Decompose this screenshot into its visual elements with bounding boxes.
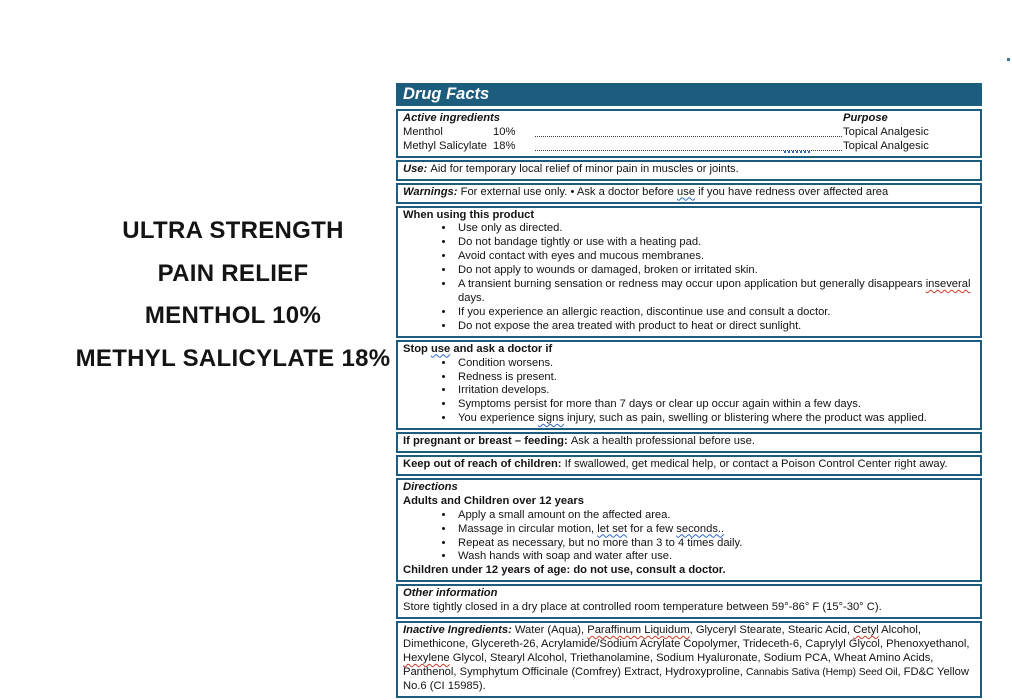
active-ingredients-header-row	[403, 112, 975, 126]
when-using-section	[396, 206, 982, 338]
when-using-bullet: • A transient burning sensation or redness may occur upon application but generally disappears inseveral days.	[455, 278, 975, 306]
ingredient-strength: 10%	[493, 125, 516, 138]
active-ingredient-row	[403, 126, 975, 140]
directions-bullet: • Wash hands with soap and water after use.	[455, 550, 975, 564]
keep-out-of-reach-section: Keep out of reach of children: If swallowed, get medical help, or contact a Poison Control Center right away.	[396, 455, 982, 476]
stop-use-list	[403, 357, 975, 427]
directions-footer: Children under 12 years of age: do not use, consult a doctor.	[403, 564, 726, 577]
stop-use-bullet: • Redness is present.	[455, 371, 975, 385]
when-using-bullet: • Use only as directed.	[455, 222, 975, 236]
stop-use-bullet: • Symptoms persist for more than 7 days or clear up occur again within a few days.	[455, 398, 975, 412]
when-using-bullet: • Do not expose the area treated with product to heat or direct sunlight.	[455, 320, 975, 334]
ingredient-purpose: Topical Analgesic	[843, 125, 929, 138]
directions-bullet: • Massage in circular motion, let set for a few seconds..	[455, 523, 975, 537]
pregnant-section: If pregnant or breast – feeding: Ask a health professional before use.	[396, 432, 982, 453]
dotted-leader	[535, 136, 842, 137]
directions-list	[403, 509, 975, 565]
active-ingredient-rows	[403, 126, 975, 154]
active-ingredient-row	[403, 140, 975, 154]
when-using-bullet: • Avoid contact with eyes and mucous membranes.	[455, 250, 975, 264]
directions-bullet: • Apply a small amount on the affected area.	[455, 509, 975, 523]
other-information-section	[396, 584, 982, 619]
when-using-bullet: • If you experience an allergic reaction, discontinue use and consult a doctor.	[455, 306, 975, 320]
ingredient-strength: 18%	[493, 139, 516, 152]
stop-use-bullet: • You experience signs injury, such as pain, swelling or blistering where the product was applied.	[455, 412, 975, 426]
drug-facts-panel	[396, 83, 982, 700]
other-information-heading: Other information	[403, 587, 498, 600]
when-using-heading: When using this product	[403, 208, 535, 221]
ingredient-name: Methyl Salicylate	[403, 139, 487, 152]
active-ingredients-section	[396, 109, 982, 158]
stop-use-heading: Stop use and ask a doctor if	[403, 342, 553, 355]
ingredient-name: Menthol	[403, 125, 443, 138]
print-speck	[1007, 58, 1010, 61]
product-title-line-3: MENTHOL 10%	[144, 302, 322, 330]
product-title	[60, 210, 406, 380]
when-using-list	[403, 222, 975, 333]
ingredient-purpose: Topical Analgesic	[843, 139, 929, 152]
when-using-bullet: • Do not apply to wounds or damaged, broken or irritated skin.	[455, 264, 975, 278]
use-section: Use: Aid for temporary local relief of minor pain in muscles or joints.	[396, 160, 982, 181]
other-information-text: Store tightly closed in a dry place at controlled room temperature between 59°-86° F (15°-30° C).	[403, 601, 882, 614]
dotted-leader	[535, 150, 842, 151]
directions-heading: Directions	[403, 480, 458, 493]
stop-use-bullet: • Condition worsens.	[455, 357, 975, 371]
directions-section	[396, 478, 982, 582]
stop-use-bullet: • Irritation develops.	[455, 384, 975, 398]
active-ingredients-heading: Active ingredients	[403, 112, 500, 124]
product-title-line-2: PAIN RELIEF	[157, 259, 309, 287]
product-title-line-1: ULTRA STRENGTH	[122, 217, 344, 244]
inactive-ingredients-section: Inactive Ingredients: Water (Aqua), Paraffinum Liquidum, Glyceryl Stearate, Stearic Acid, Cetyl Alcohol, Dimethicone, Glycereth-26, Acrylamide/Sodium Acrylate Copolymer, Trideceth-6, Caprylyl Glycol, Phenoxyethanol, Hexylene Glycol, Stearyl Alcohol, Triethanolamine, Sodium Hyaluronate, Sodium PCA, Wheat Amino Acids, Panthenol, Symphytum Officinale (Comfrey) Extract, Hydroxyproline, Cannabis Sativa (Hemp) Seed Oil, FD&C Yellow No.6 (CI 15985).	[396, 621, 982, 698]
directions-subheading: Adults and Children over 12 years	[403, 494, 584, 507]
warnings-section: Warnings: For external use only. • Ask a doctor before use if you have redness over affected area	[396, 183, 982, 204]
purpose-heading: Purpose	[843, 112, 888, 124]
when-using-bullet: • Do not bandage tightly or use with a heating pad.	[455, 236, 975, 250]
product-title-line-4: METHYL SALICYLATE 18%	[75, 344, 391, 372]
stop-use-section	[396, 340, 982, 430]
drug-facts-title: Drug Facts	[396, 83, 982, 106]
directions-bullet: • Repeat as necessary, but no more than 3 to 4 times daily.	[455, 537, 975, 551]
